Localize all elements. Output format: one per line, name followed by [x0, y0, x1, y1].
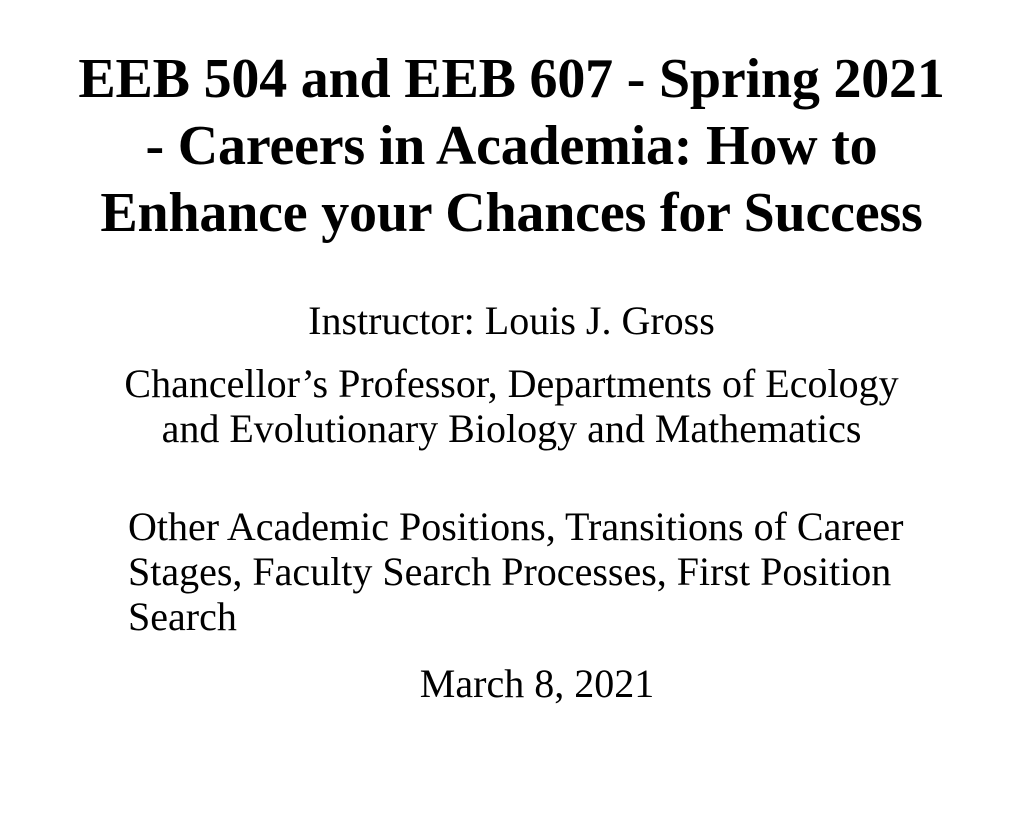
affiliation-line-2: and Evolutionary Biology and Mathematics [161, 406, 862, 451]
instructor-text: Instructor: Louis J. Gross [308, 298, 715, 343]
topics-text [128, 504, 946, 639]
topics-line-2: Stages, Faculty Search Processes, First Position [128, 549, 892, 594]
title-line-2: - Careers in Academia: How to [145, 115, 878, 177]
title-line-3: Enhance your Chances for Success [100, 182, 923, 244]
affiliation-line-1: Chancellor’s Professor, Departments of Ecology [124, 361, 899, 406]
topics-line-3: Search [128, 594, 237, 639]
slide-title [0, 46, 1023, 247]
title-line-1: EEB 504 and EEB 607 - Spring 2021 [78, 48, 945, 110]
affiliation-text [50, 361, 973, 451]
topics-line-1: Other Academic Positions, Transitions of Career [128, 504, 904, 549]
date-text: March 8, 2021 [419, 661, 655, 706]
